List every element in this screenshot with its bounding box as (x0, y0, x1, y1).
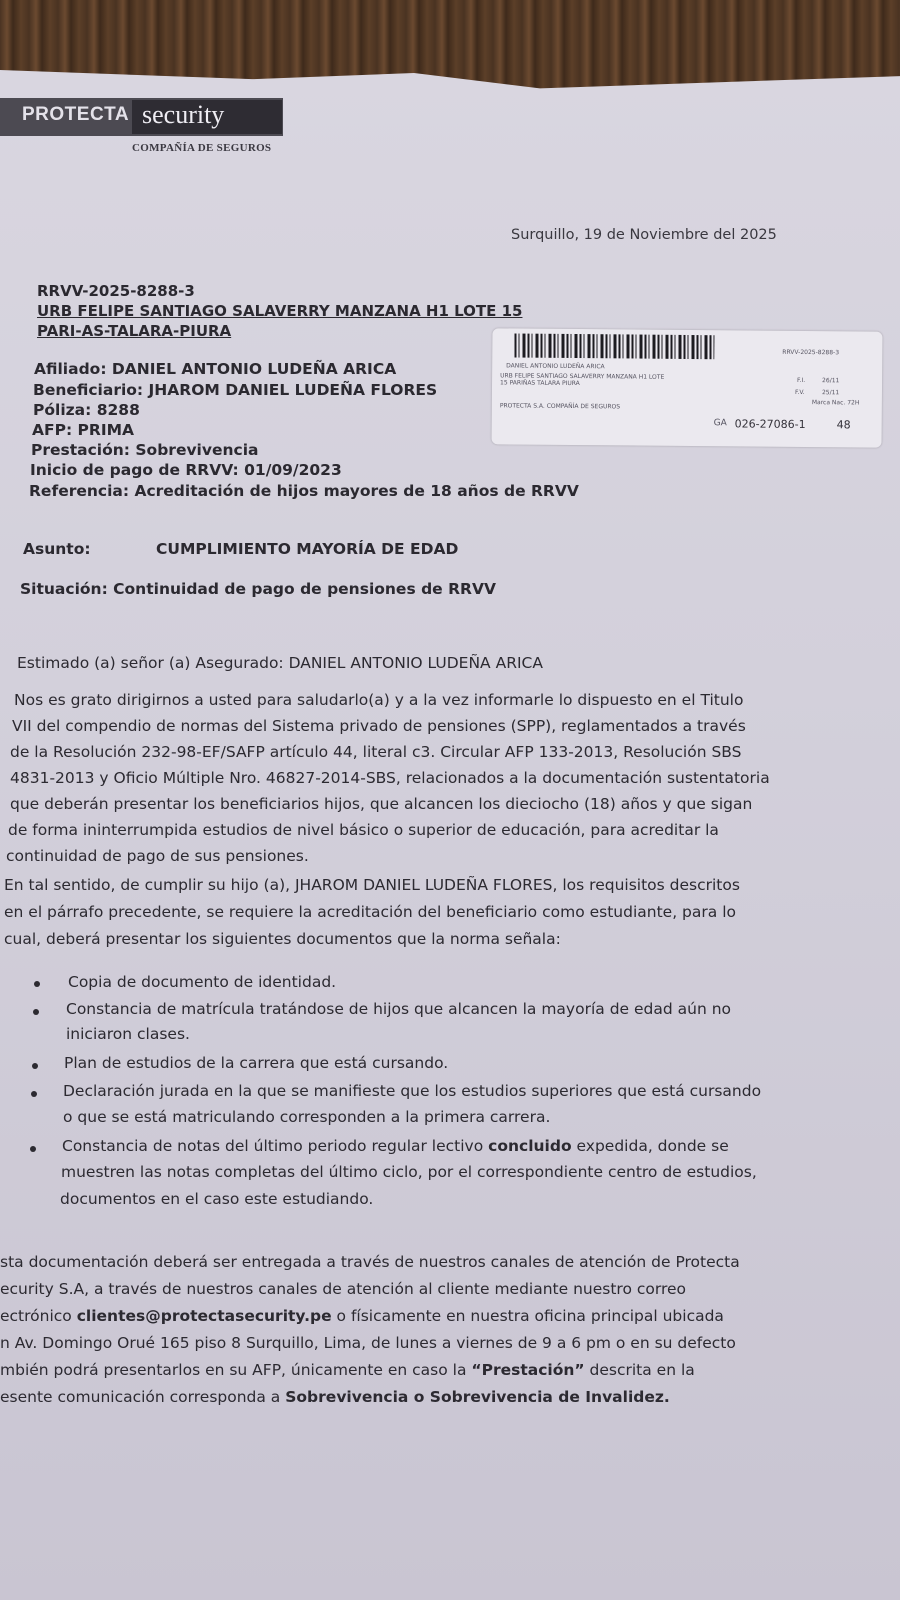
paragraph-line: ecurity S.A, a través de nuestros canales de atención al cliente mediante nuestro correo (0, 1280, 687, 1298)
sticker-address-2: 15 PARIÑAS TALARA PIURA (500, 379, 580, 388)
poliza-field: Póliza: 8288 (33, 401, 140, 419)
address-label-sticker (492, 328, 883, 447)
sticker-note: Marca Nac. 72H (811, 399, 860, 407)
bullet-5-text: Constancia de notas del último periodo regular lectivo (62, 1137, 489, 1155)
sticker-code: RRVV-2025-8288-3 (782, 348, 840, 357)
inicio-pago-field: Inicio de pago de RRVV: 01/09/2023 (30, 461, 342, 479)
paragraph-line: n Av. Domingo Orué 165 piso 8 Surquillo, Lima, de lunes a viernes de 9 a 6 pm o en su defecto (0, 1334, 736, 1352)
address-line-1: URB FELIPE SANTIAGO SALAVERRY MANZANA H1 LOTE 15 (37, 302, 523, 320)
paragraph-line: en el párrafo precedente, se requiere la acreditación del beneficiario como estudiante, para lo (4, 903, 736, 921)
afiliado-field: Afiliado: DANIEL ANTONIO LUDEÑA ARICA (34, 360, 397, 378)
sobrevivencia-bold: Sobrevivencia o Sobrevivencia de Invalidez. (285, 1388, 670, 1406)
logo-subtitle: COMPAÑÍA DE SEGUROS (132, 142, 272, 154)
paragraph-1 (6, 688, 770, 868)
sticker-fi-value: 26/11 (822, 377, 840, 385)
bullet-2-line-1: Constancia de matrícula tratándose de hijos que alcancen la mayoría de edad aún no (66, 1000, 732, 1018)
sticker-ga-value: 026-27086-1 (734, 417, 806, 432)
bullet-3: Plan de estudios de la carrera que está cursando. (64, 1054, 449, 1072)
asunto-label: Asunto: (23, 540, 91, 558)
bullet-dot (32, 1063, 38, 1069)
bullet-5-line-3: documentos en el caso este estudiando. (60, 1190, 374, 1208)
bullet-4-line-1: Declaración jurada en la que se manifieste que los estudios superiores que está cursando (63, 1082, 762, 1100)
paragraph-text: ectrónico (0, 1307, 77, 1325)
contact-email: clientes@protectasecurity.pe (76, 1307, 332, 1325)
sticker-fi-label: F.I. (797, 376, 806, 385)
bullet-4-line-2: o que se está matriculando corresponden a la primera carrera. (63, 1108, 551, 1126)
prestacion-bold: “Prestación” (471, 1361, 585, 1379)
bullet-dot (30, 1146, 36, 1152)
reference-code: RRVV-2025-8288-3 (37, 282, 195, 300)
paragraph-line (0, 1357, 740, 1384)
paragraph-line: de forma ininterrumpida estudios de nivel básico o superior de educación, para acreditar la (8, 821, 719, 839)
paragraph-line: continuidad de pago de sus pensiones. (6, 847, 309, 865)
bullet-5-line-1 (62, 1134, 729, 1158)
situacion-line: Situación: Continuidad de pago de pensiones de RRVV (20, 580, 496, 598)
bullet-5-text: expedida, donde se (571, 1137, 729, 1155)
paragraph-line: VII del compendio de normas del Sistema privado de pensiones (SPP), reglamentados a través (12, 717, 746, 735)
paragraph-line (0, 1303, 740, 1330)
sticker-ga-label: GA (713, 418, 727, 429)
sticker-name: DANIEL ANTONIO LUDEÑA ARICA (506, 362, 605, 371)
logo-protecta: PROTECTA (22, 104, 130, 125)
referencia-field: Referencia: Acreditación de hijos mayores de 18 años de RRVV (29, 482, 579, 500)
address-line-2: PARI-AS-TALARA-PIURA (37, 322, 232, 340)
paragraph-line: En tal sentido, de cumplir su hijo (a), JHAROM DANIEL LUDEÑA FLORES, los requisitos descritos (4, 876, 740, 894)
paragraph-line: sta documentación deberá ser entregada a través de nuestros canales de atención de Protecta (0, 1253, 740, 1271)
greeting: Estimado (a) señor (a) Asegurado: DANIEL ANTONIO LUDEÑA ARICA (17, 654, 543, 672)
paragraph-text: descrita en la (584, 1361, 695, 1379)
sticker-ga-number: 48 (836, 418, 851, 432)
bullet-1: Copia de documento de identidad. (68, 973, 337, 991)
letter-date: Surquillo, 19 de Noviembre del 2025 (511, 227, 777, 243)
bullet-dot (33, 1009, 39, 1015)
bullet-dot (34, 981, 40, 987)
bullet-5-bold: concluido (488, 1137, 572, 1155)
sticker-fv-value: 25/11 (821, 389, 840, 397)
beneficiario-field: Beneficiario: JHAROM DANIEL LUDEÑA FLORES (33, 381, 438, 399)
paragraph-text: mbién podrá presentarlos en su AFP, únicamente en caso la (0, 1361, 472, 1379)
logo-security: security (142, 100, 225, 129)
bullet-dot (31, 1091, 37, 1097)
bullet-5-line-2: muestren las notas completas del último ciclo, por el correspondiente centro de estudios, (61, 1163, 757, 1181)
sticker-address-1: URB FELIPE SANTIAGO SALAVERRY MANZANA H1 LOTE (500, 372, 665, 381)
paragraph-line: cual, deberá presentar los siguientes documentos que la norma señala: (4, 930, 561, 948)
paragraph-line: 4831-2013 y Oficio Múltiple Nro. 46827-2014-SBS, relacionados a la documentación sustentatoria (10, 769, 770, 787)
prestacion-field: Prestación: Sobrevivencia (31, 441, 259, 459)
paragraph-line (0, 1384, 740, 1411)
sticker-fv-label: F.V. (794, 388, 805, 397)
bullet-2-line-2: iniciaron clases. (66, 1025, 190, 1043)
paragraph-text: o físicamente en nuestra oficina principal ubicada (331, 1307, 724, 1325)
paragraph-line: de la Resolución 232-98-EF/SAFP artículo 44, literal c3. Circular AFP 133-2013, Resolución SBS (10, 743, 742, 761)
afp-field: AFP: PRIMA (32, 421, 135, 439)
paragraph-text: esente comunicación corresponda a (0, 1388, 286, 1406)
asunto-value: CUMPLIMIENTO MAYORÍA DE EDAD (156, 540, 459, 558)
paragraph-line: Nos es grato dirigirnos a usted para saludarlo(a) y a la vez informarle lo dispuesto en el Titulo (14, 691, 744, 709)
paragraph-2 (4, 873, 740, 951)
paragraph-3 (0, 1249, 740, 1411)
paragraph-line: que deberán presentar los beneficiarios hijos, que alcancen los dieciocho (18) años y que sigan (10, 795, 753, 813)
sticker-company: PROTECTA S.A. COMPAÑÍA DE SEGUROS (499, 402, 621, 411)
barcode-icon (514, 333, 714, 359)
